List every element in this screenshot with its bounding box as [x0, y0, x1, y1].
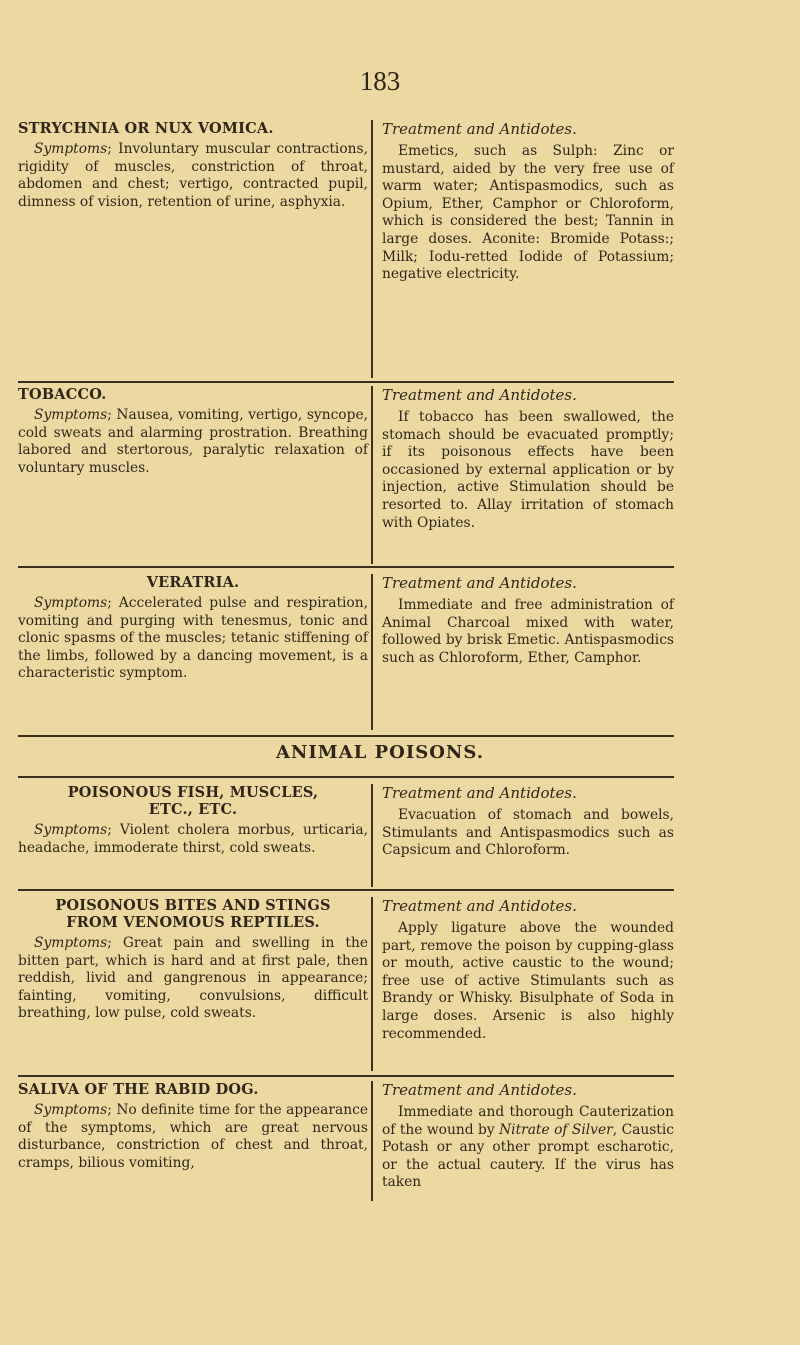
- column-divider: [371, 784, 373, 887]
- row-divider: [18, 735, 674, 737]
- treatment-text: Immediate and thorough Cauterization of the wound by Nitrate of Silver, Caustic Potash or any other prompt escharotic, or the actual cautery. If the virus has taken: [382, 1104, 674, 1191]
- symptoms-text: Symptoms; Violent cholera morbus, urticaria, headache, immoderate thirst, cold sweats.: [18, 822, 368, 856]
- treatment-text: Apply ligature above the wounded part, remove the poison by cupping-glass or mouth, active caustic to the wound; free use of active Stimulants such as Brandy or Whisky. Bisulphate of Soda in large doses. Arsenic is also highly recommended.: [382, 920, 674, 1042]
- column-divider: [371, 574, 373, 730]
- column-divider: [371, 386, 373, 564]
- symptoms-text: Symptoms; No definite time for the appearance of the symptoms, which are great nervous disturbance, constriction of chest and throat, cramps, bilious vomiting,: [18, 1102, 368, 1171]
- treatment-text: Emetics, such as Sulph: Zinc or mustard, aided by the very free use of warm water; Antispasmodics, such as Opium, Ether, Camphor or Chloroform, which is considered the best; Tannin in large doses. Aconite: Bromide Potass:; Milk; Iodu-retted Iodide of Potassium; negative electricity.: [382, 143, 674, 283]
- row-divider: [18, 889, 674, 891]
- treatment-text: Evacuation of stomach and bowels, Stimulants and Antispasmodics such as Capsicum and Chloroform.: [382, 807, 674, 859]
- entry-title: POISONOUS FISH, MUSCLES, ETC., ETC.: [67, 784, 319, 818]
- page-number: 183: [359, 66, 401, 96]
- row-divider: [18, 1075, 674, 1077]
- row-divider: [18, 566, 674, 568]
- entry-veratria: [18, 574, 674, 730]
- treatment-heading: Treatment and Antidotes.: [382, 897, 577, 915]
- entry-title: TOBACCO.: [18, 386, 107, 403]
- treatment-heading: Treatment and Antidotes.: [382, 120, 577, 138]
- entry-title: VERATRIA.: [146, 574, 240, 591]
- treatment-text: Immediate and free administration of Animal Charcoal mixed with water, followed by brisk Emetic. Antispasmodics such as Chloroform, Ether, Camphor.: [382, 597, 674, 666]
- treatment-heading: Treatment and Antidotes.: [382, 386, 577, 404]
- section-title: ANIMAL POISONS.: [275, 742, 485, 763]
- symptoms-text: Symptoms; Great pain and swelling in the bitten part, which is hard and at first pale, then reddish, livid and gangrenous in appearance; fainting, vomiting, convulsions, difficult breathing, low pulse, cold sweats.: [18, 935, 368, 1022]
- column-divider: [371, 897, 373, 1071]
- treatment-heading: Treatment and Antidotes.: [382, 574, 577, 592]
- entry-tobacco: [18, 386, 674, 564]
- entry-title: SALIVA OF THE RABID DOG.: [18, 1081, 259, 1098]
- entry-title: STRYCHNIA OR NUX VOMICA.: [18, 120, 274, 137]
- entry-rabid-dog: [18, 1081, 674, 1201]
- treatment-heading: Treatment and Antidotes.: [382, 1081, 577, 1099]
- symptoms-text: Symptoms; Accelerated pulse and respiration, vomiting and purging with tenesmus, tonic and clonic spasms of the muscles; tetanic stiffening of the limbs, followed by a dancing movement, is a characteristic symptom.: [18, 595, 368, 682]
- entry-venomous-bites: [18, 897, 674, 1071]
- symptoms-text: Symptoms; Nausea, vomiting, vertigo, syncope, cold sweats and alarming prostration. Breathing labored and stertorous, paralytic relaxation of voluntary muscles.: [18, 407, 368, 476]
- entry-title: POISONOUS BITES AND STINGS FROM VENOMOUS REPTILES.: [55, 897, 331, 931]
- treatment-heading: Treatment and Antidotes.: [382, 784, 577, 802]
- symptoms-text: Symptoms; Involuntary muscular contractions, rigidity of muscles, constriction of throat, abdomen and chest; vertigo, contracted pupil, dimness of vision, retention of urine, asphyxia.: [18, 141, 368, 210]
- treatment-text: If tobacco has been swallowed, the stomach should be evacuated promptly; if its poisonous effects have been occasioned by external application or by injection, active Stimulation should be resorted to. Allay irritation of stomach with Opiates.: [382, 409, 674, 531]
- row-divider: [18, 776, 674, 778]
- entry-strychnia: [18, 120, 674, 378]
- column-divider: [371, 120, 373, 378]
- entry-poisonous-fish: [18, 784, 674, 887]
- column-divider: [371, 1081, 373, 1201]
- row-divider: [18, 381, 674, 383]
